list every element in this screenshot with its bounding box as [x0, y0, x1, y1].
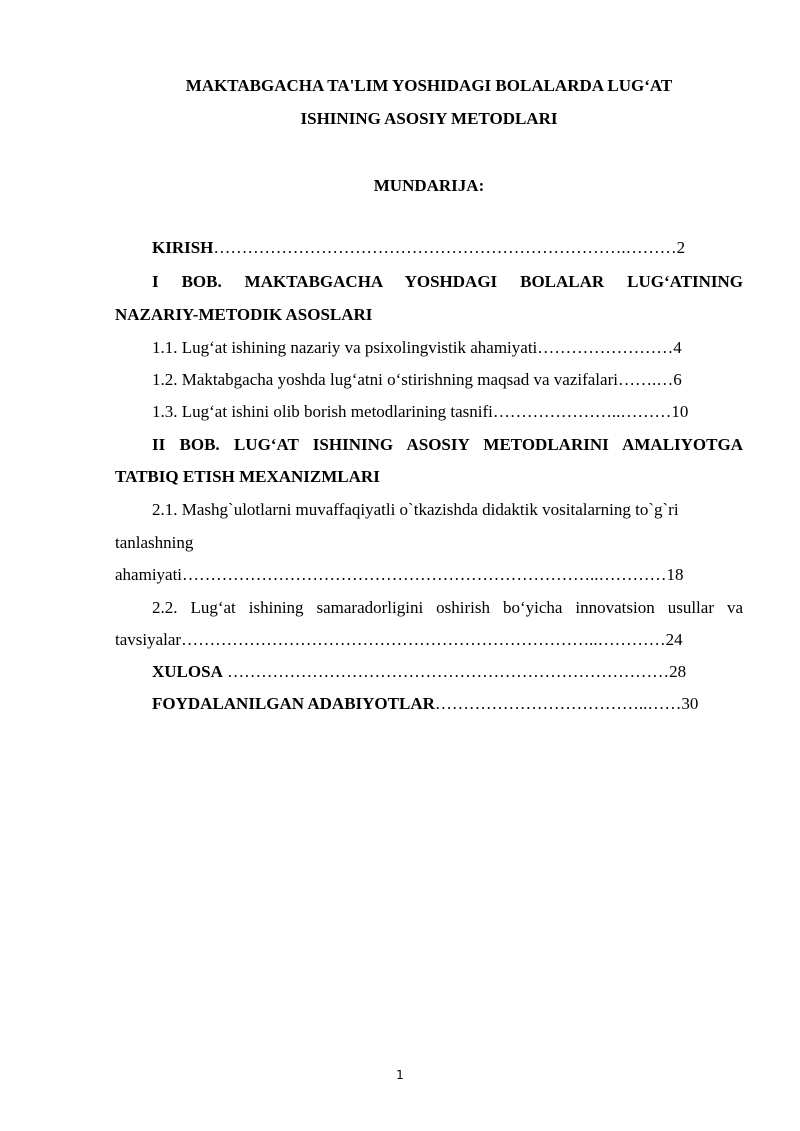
toc-leader: …………………..………	[492, 402, 672, 421]
toc-page-number: 24	[665, 630, 683, 649]
toc-entry-2-1-line-2: tanlashning	[115, 533, 194, 552]
toc-leader: ………………………………………………………………..…………	[181, 630, 666, 649]
toc-entry-label: XULOSA	[152, 662, 223, 681]
toc-entry-label: 1.1. Lug‘at ishining nazariy va psixolingvistik ahamiyati	[152, 338, 538, 357]
toc-entry-label: KIRISH	[152, 238, 214, 257]
toc-entry-1-3	[115, 402, 743, 422]
toc-entry-label: tavsiyalar	[115, 630, 182, 649]
toc-leader: ……………………………………………………………….………	[213, 238, 677, 257]
toc-chapter-1-line-1: I BOB. MAKTABGACHA YOSHDAGI BOLALAR LUG‘ATINING	[152, 272, 743, 291]
toc-page-number: 18	[666, 565, 684, 584]
toc-entry-xulosa	[115, 662, 743, 682]
toc-chapter-2-line-2: TATBIQ ETISH MEXANIZMLARI	[115, 467, 380, 486]
toc-page-number: 2	[676, 238, 686, 257]
document-title-line-1: MAKTABGACHA TA'LIM YOSHIDAGI BOLALARDA LUG‘AT	[185, 76, 673, 95]
toc-entry-2-2-line-1: 2.2. Lug‘at ishining samaradorligini oshirish bo‘yicha innovatsion usullar va	[152, 598, 743, 617]
toc-page-number: 10	[671, 402, 689, 421]
toc-leader: ………………………………..……	[434, 694, 682, 713]
toc-chapter-2-line-1: II BOB. LUG‘AT ISHINING ASOSIY METODLARINI AMALIYOTGA	[152, 435, 743, 454]
toc-entry-2-2-line-2	[115, 630, 743, 650]
toc-chapter-1-line-2: NAZARIY-METODIK ASOSLARI	[115, 305, 373, 324]
toc-leader: ……………………	[537, 338, 674, 357]
page-number: 1	[396, 1068, 404, 1082]
toc-leader: ……………………………………………………………………	[222, 662, 670, 681]
toc-entry-2-1-line-1: 2.1. Mashg`ulotlarni muvaffaqiyatli o`tkazishda didaktik vositalarning to`g`ri	[152, 500, 679, 519]
toc-heading: MUNDARIJA:	[373, 176, 485, 195]
toc-leader: ………………………………………………………………..…………	[182, 565, 667, 584]
toc-page-number: 6	[673, 370, 682, 389]
toc-page-number: 28	[669, 662, 687, 681]
document-title-line-2: ISHINING ASOSIY METODLARI	[300, 109, 558, 128]
toc-entry-label: 1.3. Lug‘at ishini olib borish metodlarining tasnifi	[152, 402, 493, 421]
toc-entry-2-1-line-3	[115, 565, 743, 585]
toc-entry-1-2	[115, 370, 743, 390]
toc-entry-label: ahamiyati	[115, 565, 183, 584]
toc-entry-kirish	[115, 238, 743, 258]
toc-entry-1-1	[115, 338, 743, 358]
toc-leader: …….…	[617, 370, 674, 389]
toc-page-number: 30	[681, 694, 699, 713]
toc-entry-adabiyotlar	[115, 694, 743, 714]
toc-entry-label: FOYDALANILGAN ADABIYOTLAR	[152, 694, 435, 713]
toc-entry-label: 1.2. Maktabgacha yoshda lug‘atni o‘stirishning maqsad va vazifalari	[152, 370, 618, 389]
toc-page-number: 4	[673, 338, 682, 357]
